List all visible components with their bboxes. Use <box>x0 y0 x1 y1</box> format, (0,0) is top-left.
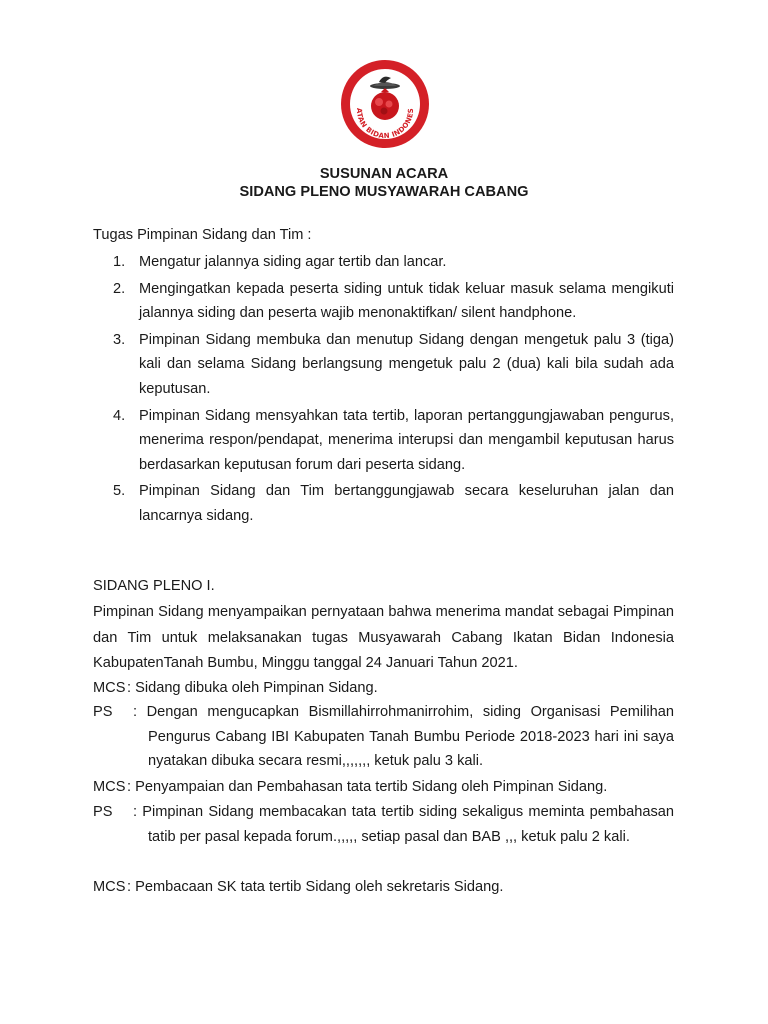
dialogue-text: : Pembacaan SK tata tertib Sidang oleh sekretaris Sidang. <box>127 879 504 895</box>
ibi-logo-icon <box>339 58 431 150</box>
list-item <box>113 404 674 478</box>
dialogue-text: : Pimpinan Sidang membacakan tata tertib siding sekaligus meminta pembahasan tatib per pasal kepada forum.,,,,, setiap pasal dan BAB ,,, ketuk palu 2 kali. <box>133 804 674 845</box>
dialogue-line <box>93 875 674 900</box>
task-list <box>113 250 674 531</box>
list-number: 1. <box>113 254 126 270</box>
section-heading: SIDANG PLENO I. <box>93 578 215 594</box>
list-text: Mengatur jalannya siding agar tertib dan lancar. <box>139 254 447 270</box>
speaker-label: PS <box>93 804 113 820</box>
speaker-label: MCS <box>93 779 126 795</box>
list-number: 4. <box>113 407 126 424</box>
list-item <box>113 250 674 275</box>
dialogue-text: : Dengan mengucapkan Bismillahirrohmanirrohim, siding Organisasi Pemilihan Pengurus Cabang IBI Kabupaten Tanah Bumbu Periode 2018-2023 hari ini saya nyatakan dibuka secara resmi,,,,,,, ketuk palu 3 kali. <box>133 704 674 770</box>
dialogue-line <box>93 700 674 774</box>
list-item <box>113 479 674 528</box>
dialogue-line <box>93 800 674 849</box>
section-paragraph: Pimpinan Sidang menyampaikan pernyataan bahwa menerima mandat sebagai Pimpinan dan Tim untuk melaksanakan tugas Musyawarah Cabang Ikatan Bidan Indonesia KabupatenTanah Bumbu, Minggu tanggal 24 Januari Tahun 2021. <box>93 604 674 671</box>
dialogue-text: : Penyampaian dan Pembahasan tata tertib Sidang oleh Pimpinan Sidang. <box>127 779 608 795</box>
list-text: Pimpinan Sidang membuka dan menutup Sidang dengan mengetuk palu 3 (tiga) kali dan selama Sidang berlangsung mengetuk palu 2 (dua) kali bila sudah ada keputusan. <box>139 331 674 397</box>
speaker-label: PS <box>93 704 113 720</box>
tasks-intro: Tugas Pimpinan Sidang dan Tim : <box>93 227 312 243</box>
dialogue-line <box>93 676 674 701</box>
list-text: Mengingatkan kepada peserta siding untuk tidak keluar masuk selama mengikuti jalannya siding dan peserta wajib menonaktifkan/ silent handphone. <box>139 280 674 322</box>
list-number: 3. <box>113 331 126 348</box>
svg-text:IKATAN BIDAN INDONESIA: ATAN BIDAN INDONES <box>354 107 416 141</box>
list-item <box>113 277 674 326</box>
speaker-label: MCS <box>93 680 126 696</box>
list-number: 2. <box>113 280 126 297</box>
list-text: Pimpinan Sidang dan Tim bertanggungjawab secara keseluruhan jalan dan lancarnya sidang. <box>139 483 674 524</box>
speaker-label: MCS <box>93 879 126 895</box>
document-subtitle: SIDANG PLENO MUSYAWARAH CABANG <box>239 184 529 200</box>
dialogue-line <box>93 775 674 800</box>
list-item <box>113 328 674 402</box>
list-number: 5. <box>113 483 126 500</box>
document-title: SUSUNAN ACARA <box>319 166 449 182</box>
dialogue-text: : Sidang dibuka oleh Pimpinan Sidang. <box>127 680 378 696</box>
list-text: Pimpinan Sidang mensyahkan tata tertib, laporan pertanggungjawaban pengurus, menerima respon/pendapat, menerima interupsi dan mengambil keputusan harus berdasarkan keputusan forum dari peserta sidang. <box>139 407 674 473</box>
